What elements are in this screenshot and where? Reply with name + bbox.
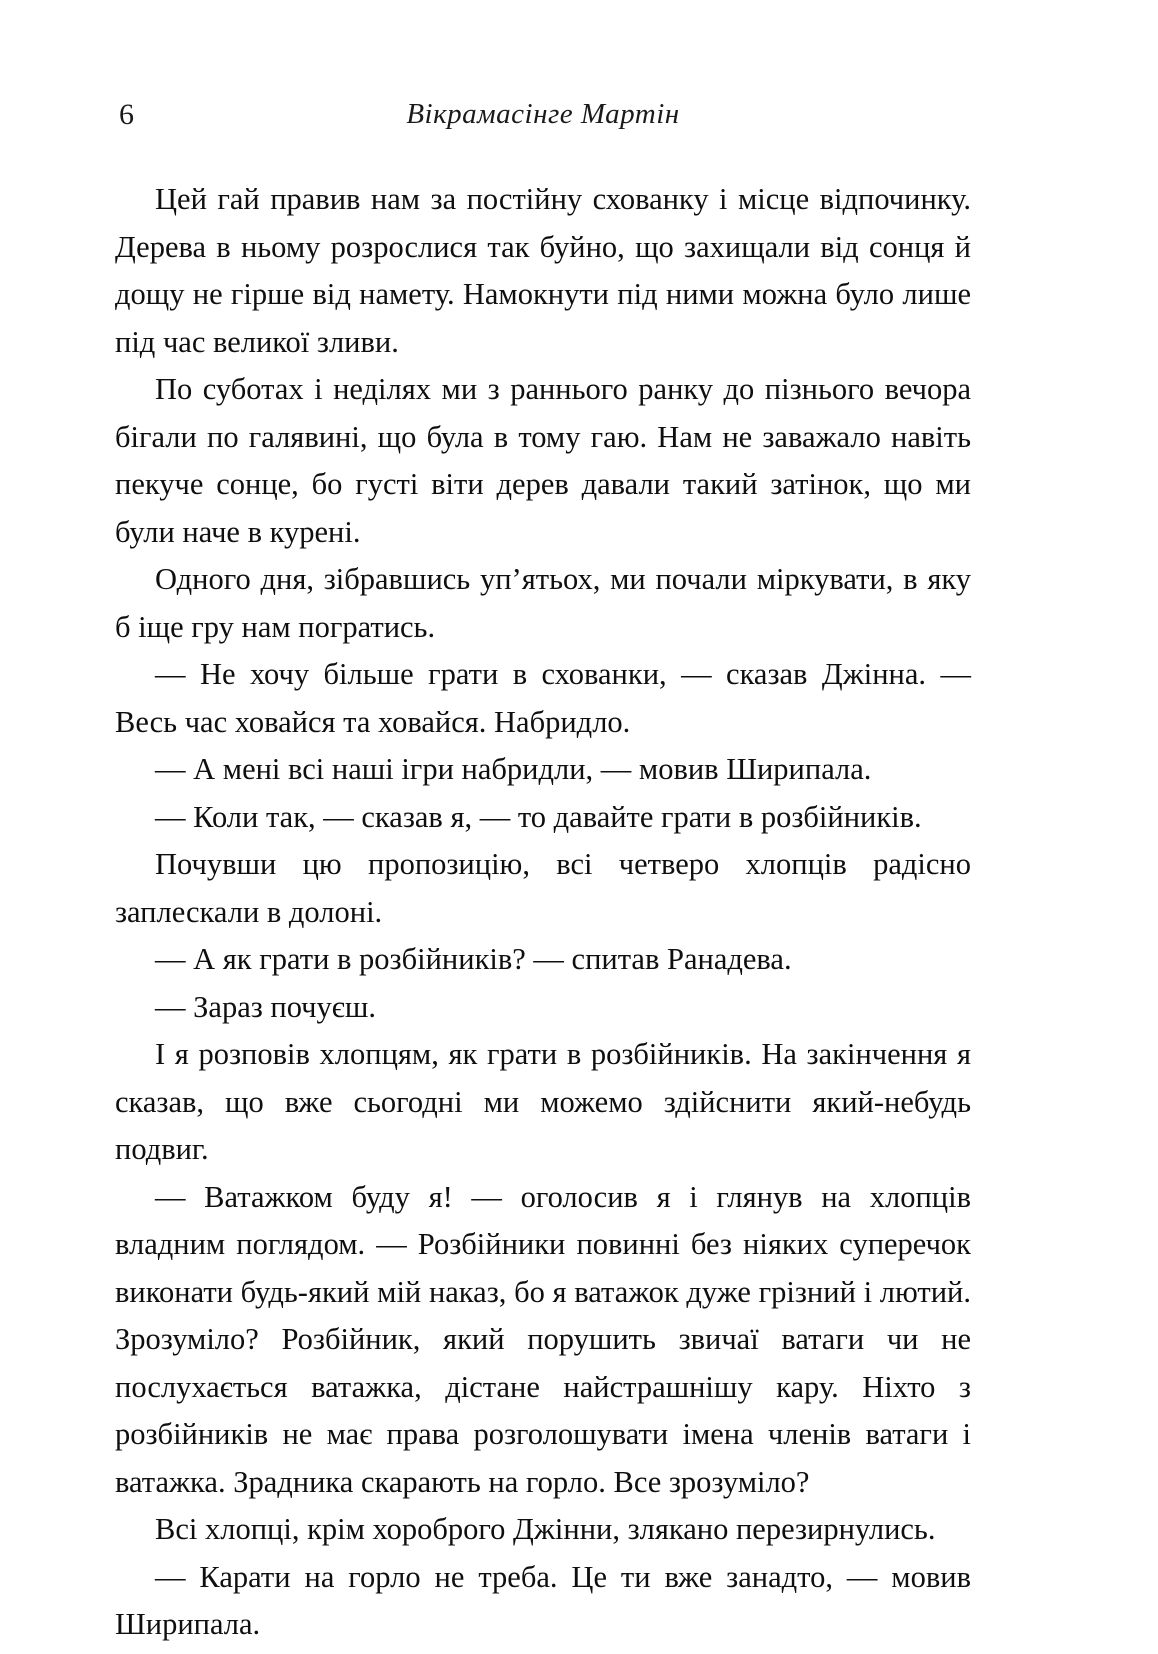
paragraph: — Не хочу більше грати в схованки, — сказав Джінна. — Весь час ховайся та ховайся. Набридло. — [115, 657, 971, 739]
paragraph: — Коли так, — сказав я, — то давайте грати в розбійників. — [155, 799, 922, 834]
paragraph: — Карати на горло не треба. Це ти вже занадто, — мовив Ширипала. — [115, 1559, 971, 1641]
paragraph: Почувши цю пропозицію, всі четверо хлопців радісно заплескали в долоні. — [115, 847, 971, 929]
paragraph: Цей гай правив нам за постійну схованку і місце відпочинку. Дерева в ньому розрослися так буйно, що захищали від сонця й дощу не гірше від намету. Намокнути під ними можна було лише під час великої зливи. — [115, 182, 971, 359]
paragraph: І я розповів хлопцям, як грати в розбійників. На закінчення я сказав, що вже сьогодні ми можемо здійснити який-небудь подвиг. — [115, 1037, 971, 1166]
text-body — [115, 176, 971, 1649]
paragraph: — А як грати в розбійників? — спитав Ранадева. — [155, 942, 792, 976]
paragraph: Одного дня, зібравшись уп’ятьох, ми почали міркувати, в яку б іще гру нам погратись. — [115, 562, 971, 644]
running-header-title: Вікрамасінге Мартін — [406, 98, 680, 130]
running-header — [115, 98, 971, 138]
paragraph: По суботах і неділях ми з раннього ранку до пізнього вечора бігали по галявині, що була в тому гаю. Нам не заважало навіть пекуче сонце, бо густі віти дерев давали такий затінок, що ми були наче в курені. — [115, 372, 971, 549]
paragraph: — Ватажком буду я! — оголосив я і глянув на хлопців владним поглядом. — Розбійники повинні без ніяких суперечок виконати будь-який мій наказ, бо я ватажок дуже грізний і лютий. Зрозуміло? Розбійник, який порушить звичаї ватаги чи не послухається ватажка, дістане найстрашнішу кару. Ніхто з розбійників не має права розголошувати імена членів ватаги і ватажка. Зрадника скарають на горло. Все зрозуміло? — [115, 1179, 971, 1499]
paragraph: Всі хлопці, крім хороброго Джінни, злякано перезирнулись. — [155, 1512, 936, 1546]
paragraph: — А мені всі наші ігри набридли, — мовив Ширипала. — [155, 752, 872, 786]
paragraph: — Зараз почуєш. — [155, 989, 376, 1024]
page-number: 6 — [119, 98, 134, 131]
